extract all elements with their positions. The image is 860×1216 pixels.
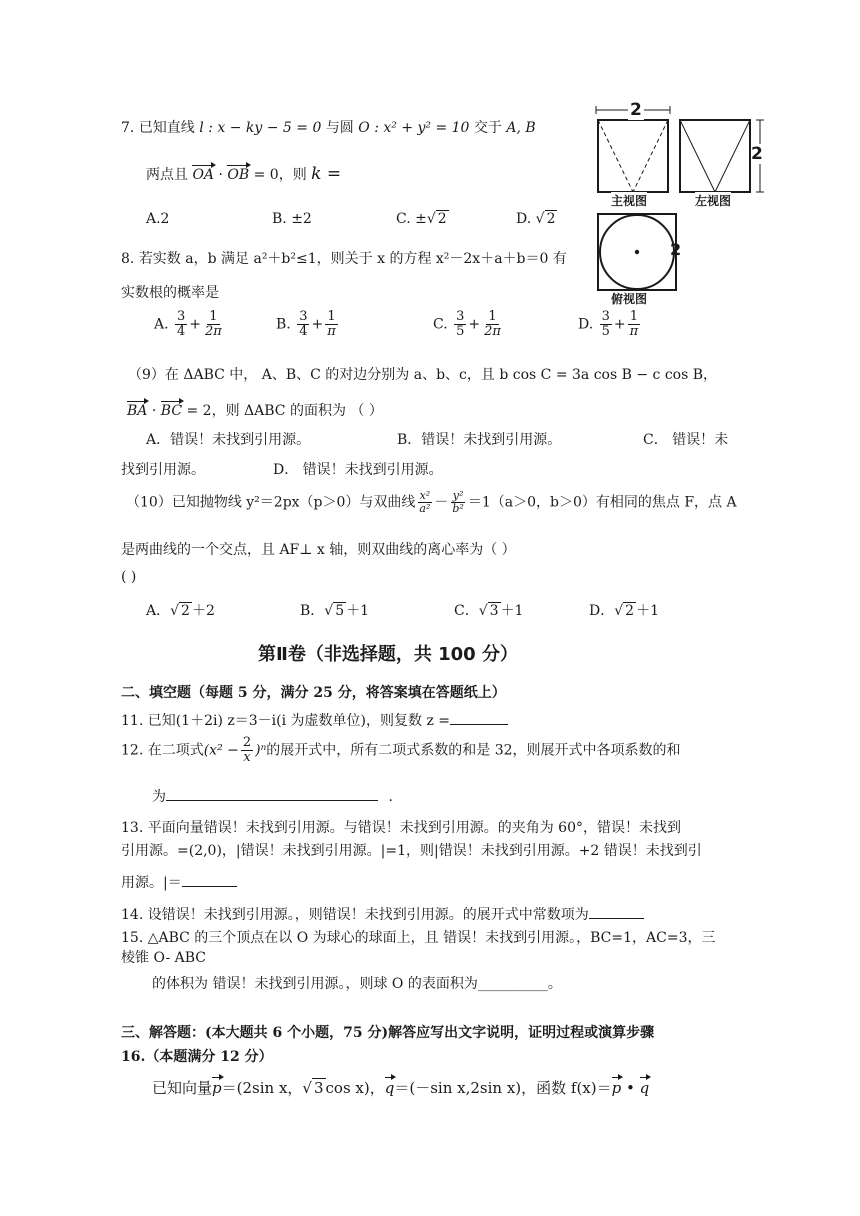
q9-line4: 找到引用源。 [121, 462, 205, 478]
option-label: C． [454, 603, 479, 619]
option-rest: ＋1 [636, 603, 659, 619]
vector-oa: OA [192, 167, 215, 183]
q9-opt-d: D． 错误！未找到引用源。 [273, 462, 443, 478]
q16-text: 已知向量 [152, 1079, 213, 1097]
q10-line1 [126, 490, 737, 515]
vector-ob: OB [227, 167, 250, 183]
q8-line1 [121, 248, 567, 268]
numerator: 1 [327, 309, 336, 324]
numerator: 3 [299, 309, 308, 324]
q16-text: cos x)， [325, 1079, 385, 1097]
q7-points: A, B [506, 120, 536, 136]
binomial-expr: )ⁿ [255, 742, 267, 759]
q14-text: 14. 设错误！未找到引用源。，则错误！未找到引用源。的展开式中常数项为 [121, 907, 589, 923]
q8-opt-b [276, 310, 340, 339]
q7-opt-d: D. √ 2 [516, 211, 556, 227]
q12-text: 12. 在二项式 [121, 742, 204, 759]
q11-text: 11. 已知(1＋2i) z＝3－i(i 为虚数单位)，则复数 z = [121, 713, 450, 729]
vector-ba: BA [127, 403, 148, 419]
q12-text: 的展开式中，所有二项式系数的和是 32，则展开式中各项系数的和 [266, 742, 681, 759]
q16-text: ＝(2sin x， [221, 1079, 303, 1097]
denominator: π [327, 324, 336, 339]
fraction [175, 310, 187, 339]
option-label: D. [516, 211, 532, 227]
dot-operator: • [621, 1079, 640, 1097]
q7-line1 [121, 117, 536, 137]
front-width-label: 2 [630, 100, 642, 120]
fraction-x2-a2 [417, 490, 432, 515]
q13-line3 [121, 872, 237, 892]
q7-opt-a: A.2 [146, 211, 170, 227]
numerator: 1 [488, 309, 497, 324]
denominator: 4 [299, 324, 308, 339]
left-height-label: 2 [751, 144, 763, 164]
q15-line1: 15. △ABC 的三个顶点在以 O 为球心的球面上，且 错误！未找到引用源。，BC=1，AC=3，三 [121, 930, 716, 946]
radicand: 2 [437, 211, 447, 227]
q12-line2 [152, 786, 393, 806]
answer-blank [589, 918, 644, 919]
minus: － [434, 494, 449, 511]
q8-opt-c [433, 310, 505, 339]
vector-bc: BC [160, 403, 183, 419]
radicand: 5 [335, 603, 345, 619]
q15-line2: 棱锥 O- ABC [121, 950, 206, 966]
q8-line2: 实数根的概率是 [121, 285, 219, 301]
denominator: b² [452, 502, 464, 515]
plus: + [311, 316, 324, 333]
top-dim-label: 2 [670, 240, 682, 259]
q7-k: k = [311, 164, 342, 184]
fraction [297, 310, 309, 339]
q12-line1 [121, 736, 681, 765]
option-label: B． [300, 603, 325, 619]
q15-line3: 的体积为 错误！未找到引用源。，则球 O 的表面积为__________。 [152, 976, 562, 992]
solve-header: 三、解答题：(本大题共 6 个小题，75 分)解答应写出文字说明，证明过程或演算步骤 [121, 1025, 655, 1041]
q8-opt-a [154, 310, 226, 339]
numerator: 2 [242, 735, 252, 750]
q16-title: 16.（本题满分 12 分） [121, 1049, 273, 1065]
option-label: C. [433, 316, 448, 333]
q10-opt-b: B．√ 5 ＋1 [300, 603, 370, 619]
denominator: π [629, 324, 639, 339]
radicand: 3 [313, 1079, 324, 1097]
radicand: 2 [546, 211, 556, 227]
q7-line-equation: l : x − ky − 5 = 0 [199, 120, 322, 136]
hidden-edge [598, 120, 633, 192]
answer-blank [450, 724, 508, 725]
q13-line2: 引用源。=(2,0)，|错误！未找到引用源。|=1，则|错误！未找到引用源。+2 错误！未找到引 [121, 843, 702, 859]
fraction [482, 310, 503, 339]
q9-text: = 2，则 ΔABC 的面积为 （ ） [186, 403, 383, 419]
q14 [121, 904, 644, 924]
denominator: 5 [456, 324, 465, 339]
left-view-square [680, 120, 750, 192]
answer-blank [182, 886, 237, 887]
fraction [241, 736, 253, 765]
q16-line1: 已知向量p＝(2sin x，√ 3 cos x)，q＝(－sin x,2sin x)，函数 f(x)＝p • q [152, 1079, 650, 1097]
fraction [628, 310, 641, 339]
q7-text: = 0，则 [253, 167, 307, 183]
q9-line1: （9）在 ΔABC 中， A、B、C 的对边分别为 a、b、c，且 b cos C = 3a cos B − c cos B， [128, 367, 718, 383]
top-view [598, 214, 676, 290]
numerator: x² [419, 489, 431, 502]
fraction [454, 310, 466, 339]
option-label: A． [146, 603, 171, 619]
vector-q: q [639, 1079, 650, 1097]
numerator: 1 [629, 309, 639, 324]
numerator: 1 [209, 309, 218, 324]
q7-text: 已知直线 [138, 120, 195, 136]
q7-number: 7. [121, 120, 135, 136]
q10-line3: ( ) [121, 569, 137, 585]
plus: + [613, 316, 626, 333]
q7-opt-b: B. ±2 [272, 211, 312, 227]
q9-opt-c: C． 错误！未 [643, 432, 729, 448]
radicand: 3 [489, 603, 499, 619]
q7-text: 两点且 [146, 167, 188, 183]
q8-text: 若实数 a，b 满足 a²＋b²≤1，则关于 x 的方程 x²－2x＋a＋b＝0 有 [138, 251, 567, 267]
period: . [388, 789, 393, 805]
q13-text: 用源。|＝ [121, 875, 182, 891]
q7-text: 交于 [473, 120, 502, 136]
plus: + [189, 316, 202, 333]
option-label: A. [154, 316, 169, 333]
denominator: a² [419, 502, 431, 515]
q10-opt-a: A．√ 2 ＋2 [146, 603, 215, 619]
q9-opt-a: A．错误！未找到引用源。 [146, 432, 311, 448]
numerator: 3 [177, 309, 186, 324]
option-rest: ＋2 [191, 603, 215, 619]
q11 [121, 710, 508, 730]
q9-line2: BA · BC = 2，则 ΔABC 的面积为 （ ） [127, 403, 383, 419]
denominator: 2π [205, 324, 222, 339]
q10-text: ＝1（a＞0，b＞0）有相同的焦点 F，点 A [467, 494, 737, 511]
option-rest: ＋1 [346, 603, 370, 619]
fraction-y2-b2 [450, 490, 465, 515]
q13-line1: 13. 平面向量错误！未找到引用源。与错误！未找到引用源。的夹角为 60°，错误！未找到 [121, 820, 681, 836]
q10-text: （10）已知抛物线 y²＝2px（p＞0）与双曲线 [126, 494, 416, 511]
q8-number: 8. [121, 251, 135, 267]
radicand: 2 [181, 603, 190, 619]
binomial-expr: (x² − [203, 742, 239, 759]
numerator: 3 [601, 309, 610, 324]
q8-opt-d [578, 310, 642, 339]
q7-text: 与圆 [325, 120, 354, 136]
denominator: 5 [601, 324, 610, 339]
dot-operator: · [218, 167, 223, 183]
fill-header: 二、填空题（每题 5 分，满分 25 分，将答案填在答题纸上） [121, 685, 506, 701]
fraction [600, 310, 612, 339]
circle-center-dot [635, 250, 639, 254]
left-view-label: 左视图 [695, 194, 732, 208]
numerator: y² [452, 489, 464, 502]
vector-q: q [384, 1079, 395, 1097]
option-label: D. [578, 316, 594, 333]
section2-title: 第Ⅱ卷（非选择题，共 100 分） [258, 644, 518, 665]
q9-opt-b: B．错误！未找到引用源。 [397, 432, 562, 448]
q16-text: ＝(－sin x,2sin x)，函数 f(x)＝ [394, 1079, 612, 1097]
q10-line2: 是两曲线的一个交点，且 AF⊥ x 轴，则双曲线的离心率为（ ） [121, 542, 516, 558]
q10-opt-c: C．√ 3 ＋1 [454, 603, 524, 619]
top-view-label: 俯视图 [611, 292, 648, 306]
q7-circle-equation: O : x² + y² = 10 [358, 120, 470, 136]
denominator: 2π [484, 324, 501, 339]
option-label: C. ± [396, 211, 427, 227]
edge [680, 120, 715, 192]
front-view-square [598, 120, 668, 192]
numerator: 3 [456, 309, 465, 324]
edge [715, 120, 750, 192]
answer-blank [166, 800, 378, 801]
hidden-edge [633, 120, 668, 192]
q7-line2 [146, 164, 341, 184]
vector-p: p [212, 1079, 222, 1097]
plus: + [468, 316, 481, 333]
option-label: B. [276, 316, 291, 333]
fraction [325, 310, 338, 339]
q7-opt-c: C. ±√ 2 [396, 211, 447, 227]
denominator: x [243, 750, 251, 765]
vector-p: p [611, 1079, 622, 1097]
radicand: 2 [625, 603, 635, 619]
q10-opt-d: D．√ 2 ＋1 [589, 603, 659, 619]
option-label: D． [589, 603, 615, 619]
front-view-label: 主视图 [611, 194, 648, 208]
option-rest: ＋1 [500, 603, 524, 619]
denominator: 4 [177, 324, 186, 339]
fraction [203, 310, 224, 339]
q12-text: 为 [152, 789, 166, 805]
